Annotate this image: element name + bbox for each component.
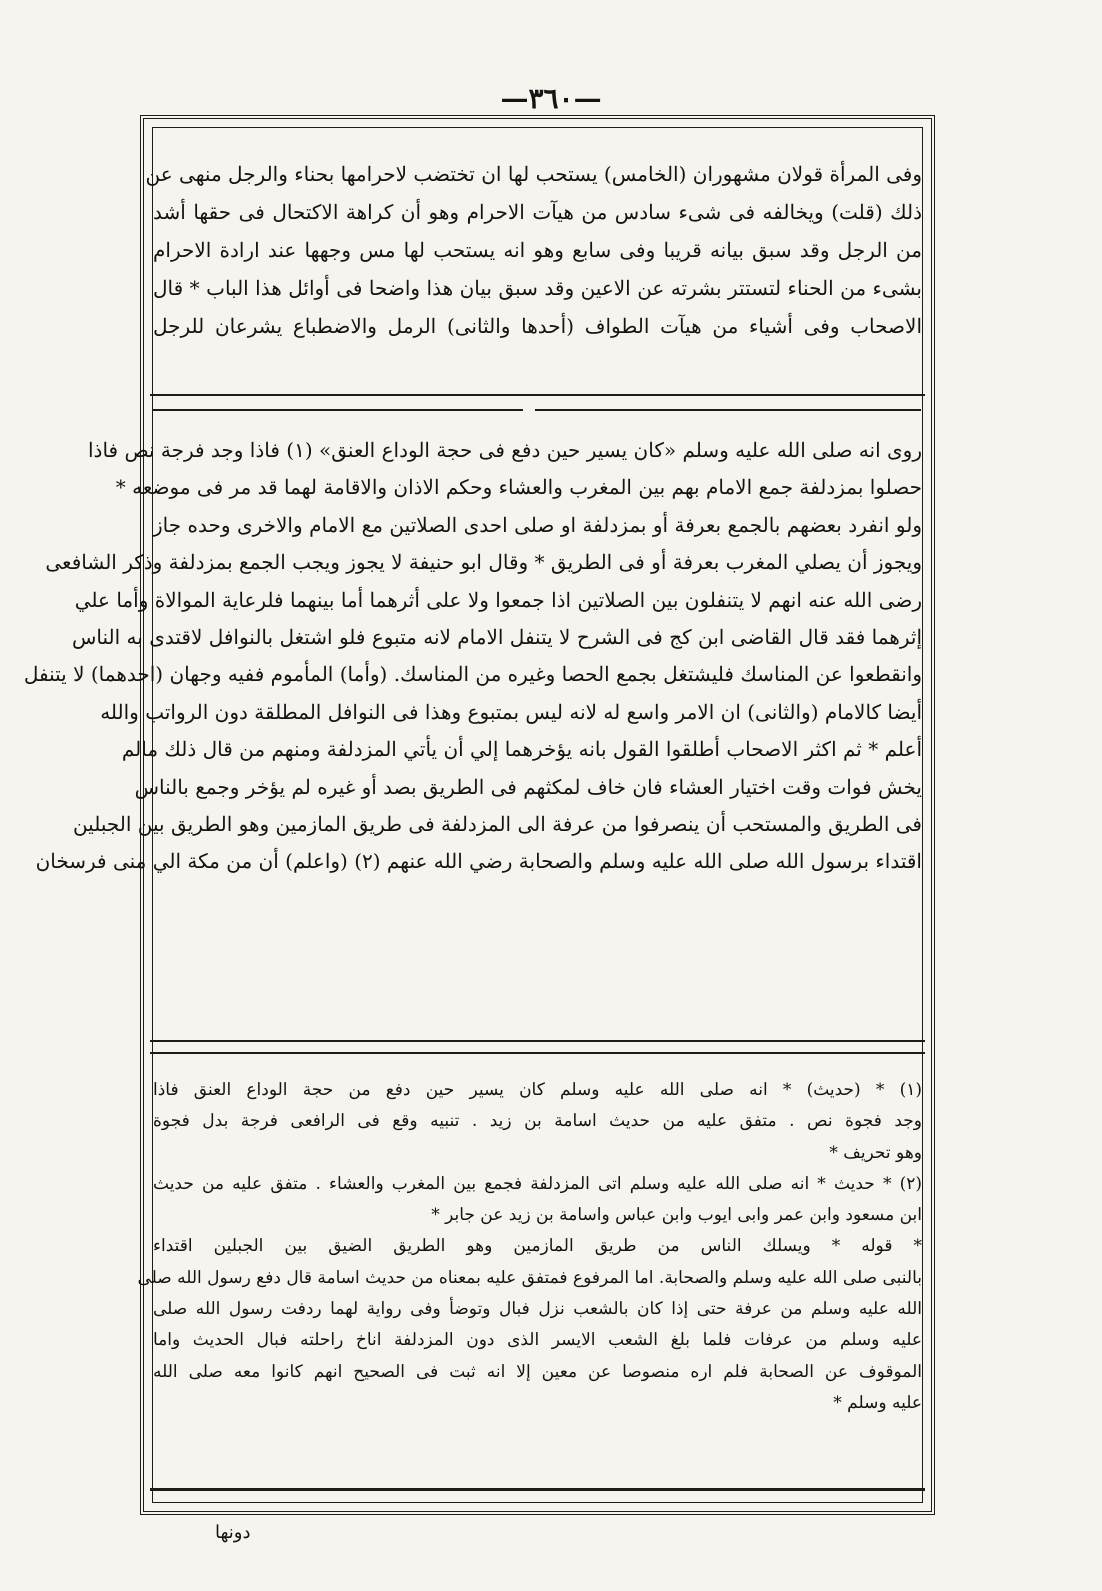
footnotes-block: [137, 1075, 922, 1419]
catchword: دونها: [215, 1522, 251, 1543]
upper-text-block: [145, 155, 923, 345]
upper-line: من الرجل وقد سبق بيانه قريبا وفى سابع وهو انه يستحب لها مس وجهها عند ارادة الاحرام: [153, 238, 922, 262]
footnote-line: ابن مسعود وابن عمر وابى ايوب وابن عباس واسامة بن زيد عن جابر *: [431, 1205, 922, 1226]
footnote-line: الموقوف عن الصحابة فلم اره منصوصا عن معين إلا انه ثبت فى الصحيح انهم كانوا معه صلى الله: [153, 1361, 922, 1382]
main-line: أيضا كالامام (والثانى) ان الامر واسع له لانه ليس بمتبوع وهذا فى النوافل المطلقة دون الرواتب والله: [100, 699, 922, 724]
footnote-line: وهو تحريف *: [829, 1142, 922, 1163]
main-line: أعلم * ثم اكثر الاصحاب أطلقوا القول بانه يؤخرهما إلي أن يأتي المزدلفة ومنهم من قال ذلك مالم: [121, 737, 922, 762]
footnote-line: بالنبى صلى الله عليه وسلم والصحابة. اما المرفوع فمتفق عليه بمعناه من حديث اسامة قال دفع رسول الله صلى: [137, 1267, 922, 1288]
main-line: فى الطريق والمستحب أن ينصرفوا من عرفة الى المزدلفة فى طريق المازمين وهو الطريق بين الجبلين: [72, 811, 922, 836]
main-line: حصلوا بمزدلفة جمع الامام بهم بين المغرب والعشاء وحكم الاذان والاقامة لهما قد مر فى موضعه *: [115, 475, 922, 500]
footnote-rule-top: [150, 1040, 925, 1042]
main-line: يخش فوات وقت اختيار العشاء فان خاف لمكثهم فى الطريق بصد أو غيره لم يؤخر وجمع بالناس: [134, 774, 922, 799]
main-text-block: [23, 432, 922, 881]
footnote-line: عليه وسلم *: [833, 1392, 922, 1413]
bottom-rule: [150, 1488, 925, 1491]
footnote-rule-bottom: [150, 1052, 925, 1054]
main-line: وانقطعوا عن المناسك فليشتغل بجمع الحصا وغيره من المناسك. (وأما) المأموم ففيه وجهان (احدهما) لا يتنفل: [23, 662, 922, 687]
main-line: روى انه صلى الله عليه وسلم «كان يسير حين دفع فى حجة الوداع العنق» (١) فاذا وجد فرجة نص فاذا: [87, 438, 922, 462]
upper-line: وفى المرأة قولان مشهوران (الخامس) يستحب لها ان تختضب لاحرامها بحناء والرجل منهى عن: [145, 162, 922, 186]
main-line: رضى الله عنه انهم لا يتنفلون بين الصلاتين اذا جمعوا ولا على أثرهما أما بينهما فلرعاية الموالاة وأما علي: [74, 587, 922, 612]
main-line: اقتداء برسول الله صلى الله عليه وسلم والصحابة رضي الله عنهم (٢) (واعلم) أن من مكة الي منى فرسخان: [35, 849, 922, 874]
footnote-line: (١) * (حديث) * انه صلى الله عليه وسلم كان يسير حين دفع من حجة الوداع العنق فاذا: [153, 1080, 922, 1100]
upper-line: بشىء من الحناء لتستتر بشرته عن الاعين وقد سبق بيان هذا واضحا فى أوائل هذا الباب * قال: [153, 276, 922, 300]
footnote-line: الله عليه وسلم من عرفة حتى إذا كان بالشعب نزل فبال وتوضأ وفى رواية لهما ردفت رسول الله صلى: [153, 1299, 922, 1320]
main-line: ويجوز أن يصلي المغرب بعرفة أو فى الطريق * وقال ابو حنيفة لا يجوز ويجب الجمع بمزدلفة وذكر الشافعى: [45, 550, 922, 575]
upper-line: الاصحاب وفى أشياء من هيآت الطواف (أحدها والثانى) الرمل والاضطباع يشرعان للرجل: [153, 314, 923, 338]
upper-line: ذلك (قلت) ويخالفه فى شىء سادس من هيآت الاحرام وهو أن كراهة الاكتحال فى حقها أشد: [153, 200, 922, 224]
page-number: —٣٦٠—: [500, 82, 602, 115]
main-line: إثرهما فقد قال القاضى ابن كج فى الشرح لا يتنفل الامام لانه متبوع فلو اشتغل بالنوافل لاقتدى به الناس: [72, 624, 922, 649]
section-divider-left: [153, 409, 523, 411]
footnote-line: * قوله * ويسلك الناس من طريق المازمين وهو الطريق الضيق بين الجبلين اقتداء: [153, 1236, 922, 1257]
section-divider-right: [535, 409, 921, 411]
footnote-line: (٢) * حديث * انه صلى الله عليه وسلم اتى المزدلفة فجمع بين المغرب والعشاء . متفق عليه من حديث: [153, 1173, 922, 1194]
footnote-line: وجد فجوة نص . متفق عليه من حديث اسامة بن زيد . تنبيه وقع فى الرافعى فرجة بدل فجوة: [153, 1111, 922, 1132]
main-line: ولو انفرد بعضهم بالجمع بعرفة أو بمزدلفة او صلى احدى الصلاتين مع الامام والاخرى وحده جاز: [153, 512, 922, 537]
upper-section-rule: [150, 394, 925, 396]
footnote-line: عليه وسلم من عرفات فلما بلغ الشعب الايسر الذى دون المزدلفة اناخ راحلته فبال الحديث واما: [153, 1330, 922, 1351]
